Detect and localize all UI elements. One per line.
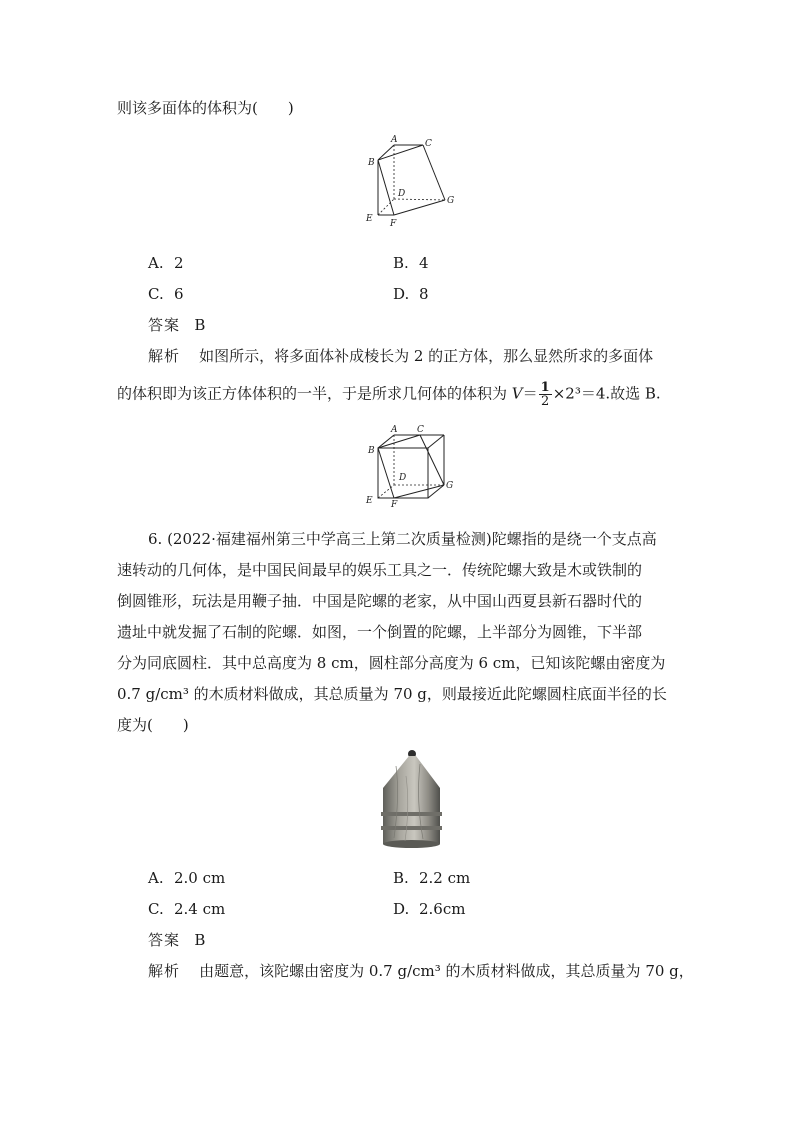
- q6-option-d: D. 2.6cm: [393, 900, 466, 918]
- q5-answer: 答案 B: [148, 316, 206, 334]
- q6-option-c: C. 2.4 cm: [148, 900, 226, 918]
- label-e: E: [366, 214, 373, 224]
- cube-label-a: A: [391, 425, 398, 435]
- q6-line1: 6. (2022·福建福州第三中学高三上第二次质量检测)陀螺指的是绕一个支点高: [148, 530, 657, 548]
- q6-line5: 分为同底圆柱．其中总高度为 8 cm，圆柱部分高度为 6 cm，已知该陀螺由密度为: [117, 654, 666, 672]
- cube-label-f: F: [391, 500, 398, 508]
- cube-label-g: G: [446, 481, 454, 491]
- label-f: F: [390, 219, 397, 227]
- cube-label-b: B: [368, 446, 375, 456]
- q5-analysis-line1: 解析 如图所示，将多面体补成棱长为 2 的正方体，那么显然所求的多面体: [148, 347, 654, 365]
- label-g: G: [447, 196, 455, 206]
- q5-option-b: B. 4: [393, 254, 429, 272]
- label-b: B: [368, 158, 375, 168]
- q6-line2: 速转动的几何体，是中国民间最早的娱乐工具之一．传统陀螺大致是木或铁制的: [117, 561, 643, 579]
- q6-option-a: A. 2.0 cm: [148, 869, 226, 887]
- cube-figure: [355, 423, 465, 508]
- fraction-one-half: $\frac{1}{2}$: [540, 380, 550, 409]
- q5-option-c: C. 6: [148, 285, 184, 303]
- label-a: A: [391, 135, 398, 145]
- q6-analysis-line1: 解析 由题意，该陀螺由密度为 0.7 g/cm³ 的木质材料做成，其总质量为 70 g，: [148, 962, 694, 980]
- q6-line4: 遗址中就发掘了石制的陀螺．如图，一个倒置的陀螺，上半部分为圆锥，下半部: [117, 623, 643, 641]
- q6-answer: 答案 B: [148, 931, 206, 949]
- cube-label-e: E: [366, 496, 373, 506]
- q6-line6: 0.7 g/cm³ 的木质材料做成，其总质量为 70 g，则最接近此陀螺圆柱底面半径的长: [117, 685, 667, 703]
- polyhedron-figure: [355, 132, 465, 227]
- q5-analysis-line2: 的体积即为该正方体体积的一半，于是所求几何体的体积为 V＝ $\frac{1}{2}$ ×2³＝4.故选 B.: [117, 380, 661, 409]
- label-c: C: [425, 139, 432, 149]
- q6-line7: 度为( ): [117, 716, 189, 734]
- q6-option-b: B. 2.2 cm: [393, 869, 471, 887]
- spinning-top-image: [376, 746, 446, 850]
- cube-label-d: D: [399, 473, 407, 483]
- label-d: D: [398, 189, 406, 199]
- q5-stem: 则该多面体的体积为( ): [117, 99, 294, 117]
- q5-option-a: A. 2: [148, 254, 184, 272]
- q6-line3: 倒圆锥形，玩法是用鞭子抽．中国是陀螺的老家，从中国山西夏县新石器时代的: [117, 592, 643, 610]
- cube-label-c: C: [417, 425, 424, 435]
- q5-option-d: D. 8: [393, 285, 429, 303]
